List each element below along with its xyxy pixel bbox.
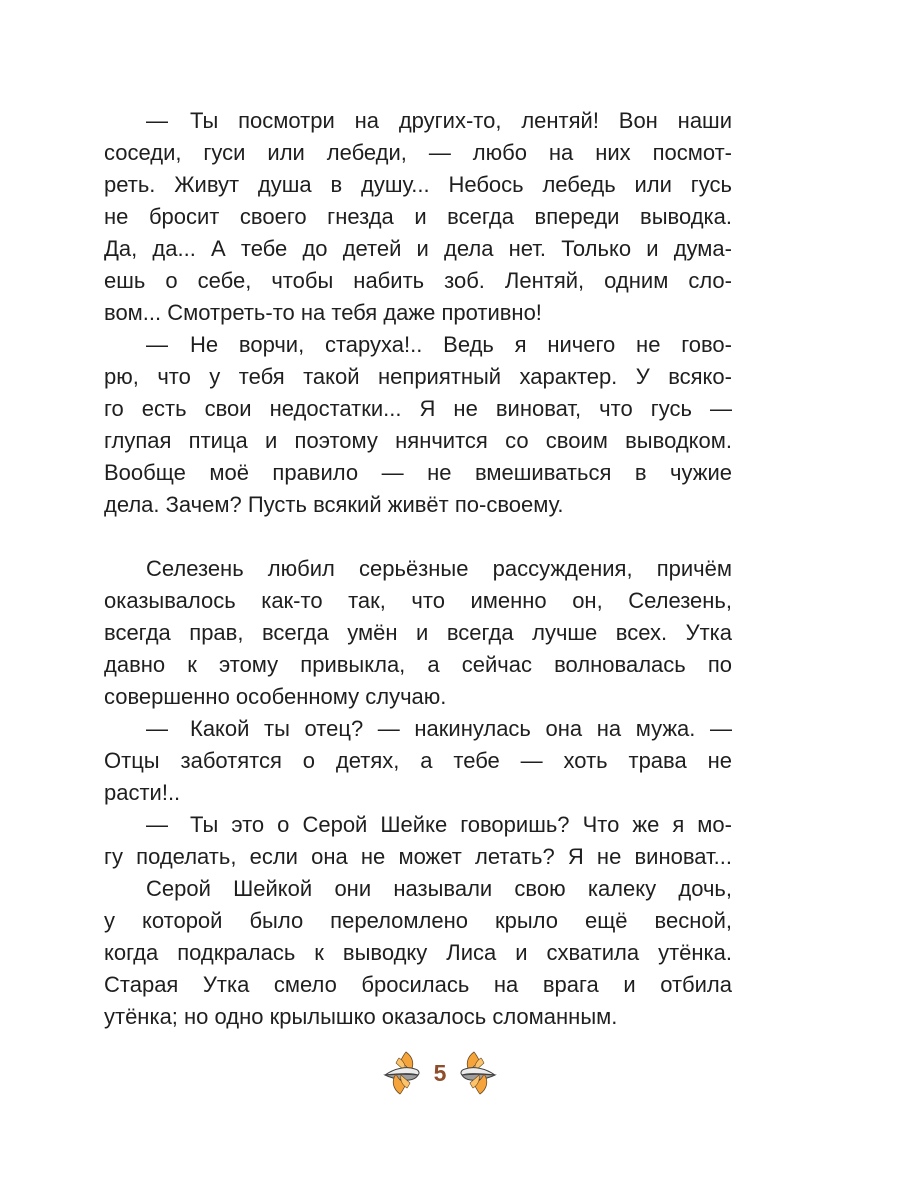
text-line: Селезень любил серьёзные рассуждения, причём bbox=[146, 556, 732, 581]
paragraph bbox=[104, 873, 732, 1033]
text-line: дела. Зачем? Пусть всякий живёт по-своему. bbox=[104, 492, 564, 517]
text-line: ешь о себе, чтобы набить зоб. Лентяй, одним сло- bbox=[104, 268, 732, 293]
text-line: всегда прав, всегда умён и всегда лучше всех. Утка bbox=[104, 620, 732, 645]
text-line: давно к этому привыкла, а сейчас волновалась по bbox=[104, 652, 732, 677]
text-line: — Ты это о Серой Шейке говоришь? Что же я мо- bbox=[146, 812, 732, 837]
text-line: — Ты посмотри на других-то, лентяй! Вон наши bbox=[146, 108, 732, 133]
paragraph bbox=[104, 553, 732, 713]
text-line: Вообще моё правило — не вмешиваться в чужие bbox=[104, 460, 732, 485]
text-line: соседи, гуси или лебеди, — любо на них посмот- bbox=[104, 140, 732, 165]
duck-ornament-right-icon bbox=[457, 1051, 497, 1095]
page-number: 5 bbox=[433, 1060, 447, 1086]
text-line: го есть свои недостатки... Я не виноват, что гусь — bbox=[104, 396, 732, 421]
paragraph bbox=[104, 105, 732, 329]
page-text bbox=[104, 105, 732, 1033]
text-line: не бросит своего гнезда и всегда впереди выводка. bbox=[104, 204, 732, 229]
text-line: оказывалось как-то так, что именно он, Селезень, bbox=[104, 588, 732, 613]
text-line: глупая птица и поэтому нянчится со своим выводком. bbox=[104, 428, 732, 453]
text-line: гу поделать, если она не может летать? Я не виноват... bbox=[104, 844, 732, 869]
text-line: расти!.. bbox=[104, 780, 181, 805]
text-line: совершенно особенному случаю. bbox=[104, 684, 447, 709]
paragraph bbox=[104, 329, 732, 521]
duck-ornament-left-icon bbox=[383, 1051, 423, 1095]
text-line: Старая Утка смело бросилась на врага и отбила bbox=[104, 972, 732, 997]
text-line: у которой было переломлено крыло ещё весной, bbox=[104, 908, 732, 933]
text-line: — Какой ты отец? — накинулась она на мужа. — bbox=[146, 716, 732, 741]
paragraph bbox=[104, 809, 732, 873]
text-line: — Не ворчи, старуха!.. Ведь я ничего не гово- bbox=[146, 332, 732, 357]
page-footer bbox=[0, 1051, 880, 1095]
text-line: Отцы заботятся о детях, а тебе — хоть трава не bbox=[104, 748, 732, 773]
text-line: вом... Смотреть-то на тебя даже противно! bbox=[104, 300, 542, 325]
text-line: Серой Шейкой они называли свою калеку дочь, bbox=[146, 876, 732, 901]
paragraph bbox=[104, 713, 732, 809]
text-line: реть. Живут душа в душу... Небось лебедь или гусь bbox=[104, 172, 732, 197]
text-line: утёнка; но одно крылышко оказалось сломанным. bbox=[104, 1004, 618, 1029]
text-line: когда подкралась к выводку Лиса и схватила утёнка. bbox=[104, 940, 732, 965]
text-line: Да, да... А тебе до детей и дела нет. Только и дума- bbox=[104, 236, 732, 261]
text-line: рю, что у тебя такой неприятный характер. У всяко- bbox=[104, 364, 732, 389]
